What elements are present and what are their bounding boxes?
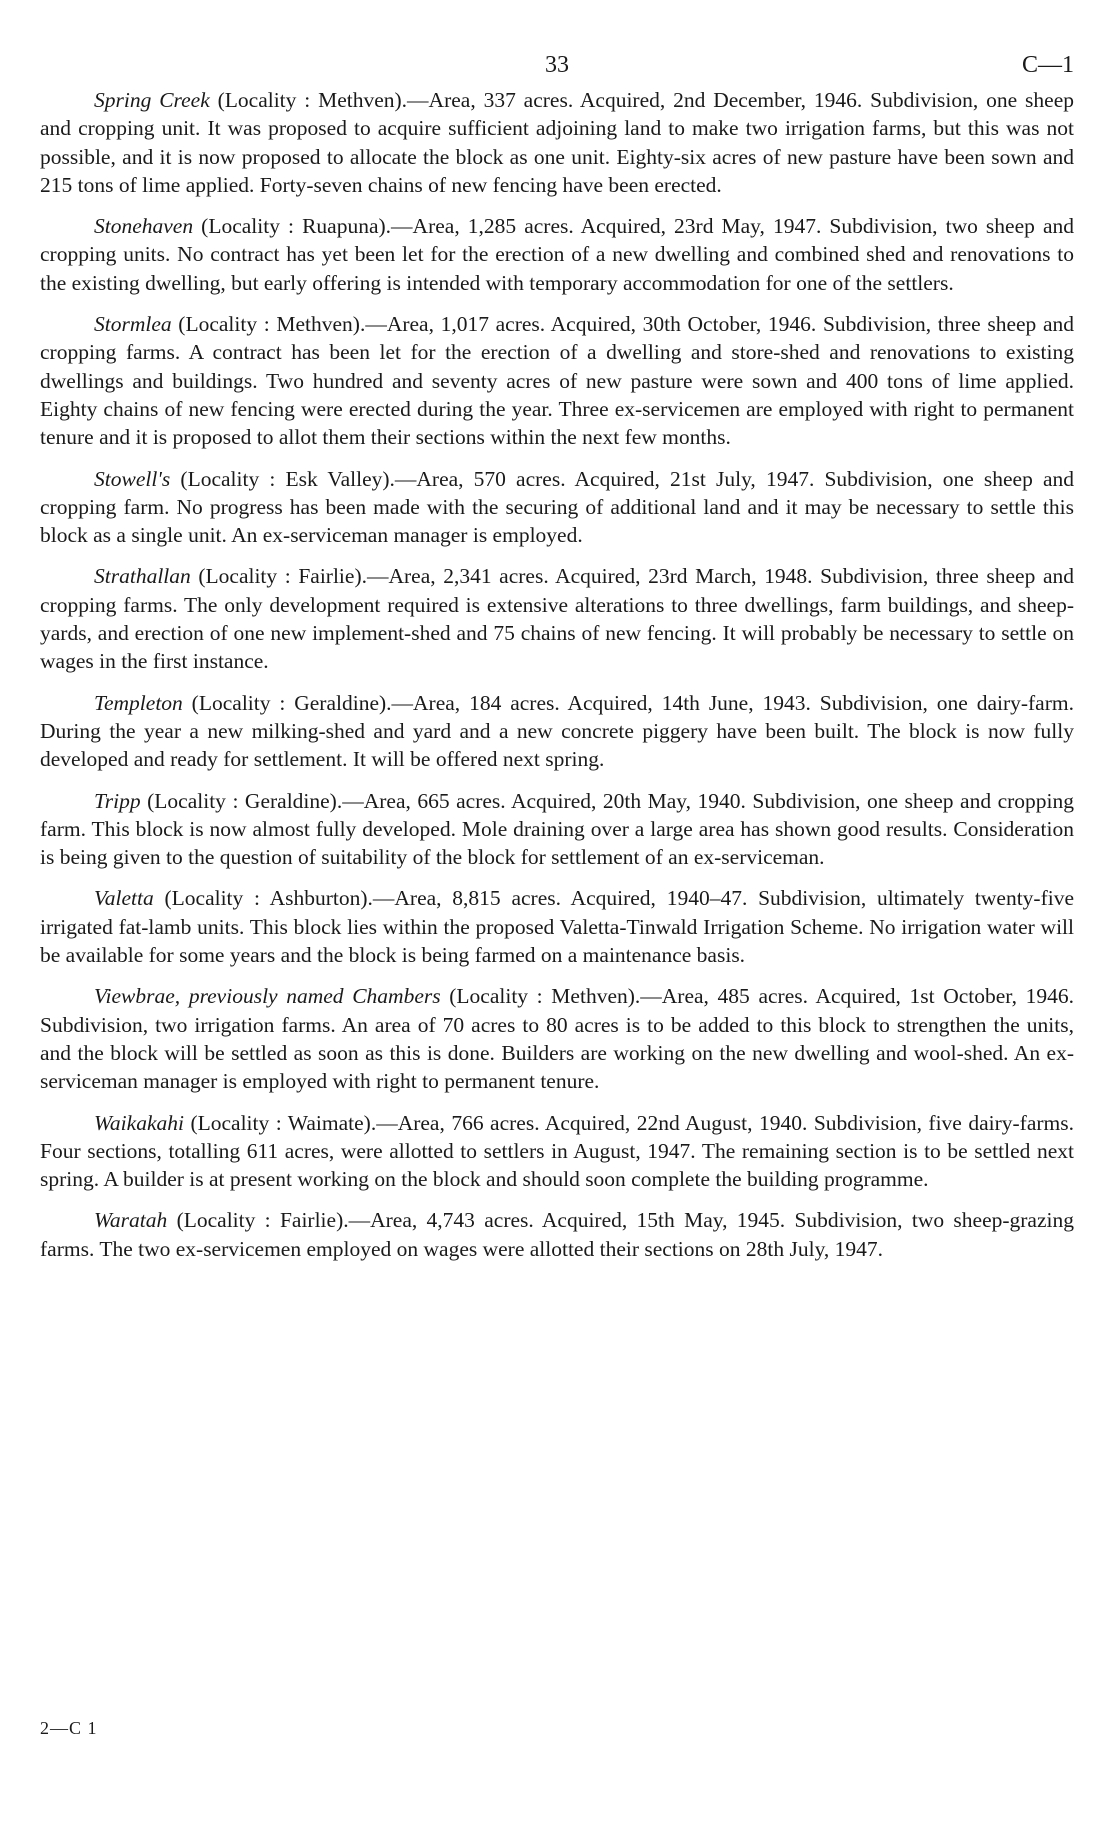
entry-waratah: [40, 1206, 1074, 1263]
block-name: Valetta: [94, 886, 154, 911]
block-name: Stormlea: [94, 312, 172, 337]
document-reference: C—1: [1021, 52, 1074, 78]
entry-text: (Locality : Methven).—Area, 337 acres. Acquired, 2nd December, 1946. Subdivision, one sheep and cropping unit. It was proposed to acquire sufficient adjoining land to make two irrigation farms, but this was not possible, and it is now proposed to allocate the block as one unit. Eighty-six acres of new pasture have been sown and 215 tons of lime applied. Forty-seven chains of new fencing have been erected.: [40, 88, 1074, 197]
entry-stowells: [40, 465, 1074, 550]
printer-signature: 2—C 1: [40, 1718, 98, 1738]
entry-text: (Locality : Ruapuna).—Area, 1,285 acres. Acquired, 23rd May, 1947. Subdivision, two sheep and cropping units. No contract has yet been let for the erection of a new dwelling and combined shed and renovations to the existing dwelling, but early offering is intended with temporary accommodation for one of the settlers.: [40, 214, 1074, 295]
page-number: 33: [545, 52, 569, 78]
entry-text: (Locality : Esk Valley).—Area, 570 acres. Acquired, 21st July, 1947. Subdivision, one sheep and cropping farm. No progress has been made with the securing of additional land and it may be necessary to settle this block as a single unit. An ex-serviceman manager is employed.: [40, 466, 1074, 548]
entry-waikakahi: [40, 1109, 1074, 1194]
entry-templeton: [40, 689, 1074, 774]
page-header: [40, 52, 1074, 82]
block-name: Stonehaven: [94, 214, 194, 239]
entry-tripp: [40, 787, 1074, 872]
entry-stormlea: [40, 310, 1074, 451]
block-name: Spring Creek: [94, 88, 210, 112]
block-name: Templeton: [94, 690, 183, 715]
entry-text: (Locality : Ashburton).—Area, 8,815 acres. Acquired, 1940–47. Subdivision, ultimately twenty-five irrigated fat-lamb units. This block lies within the proposed Valetta-Tinwald Irrigation Scheme. No irrigation water will be available for some years and the block is being farmed on a maintenance basis.: [40, 886, 1074, 968]
entry-text: (Locality : Geraldine).—Area, 184 acres. Acquired, 14th June, 1943. Subdivision, one dairy-farm. During the year a new milking-shed and yard and a new concrete piggery have been built. The block is now fully developed and ready for settlement. It will be offered next spring.: [40, 690, 1074, 772]
entry-text: (Locality : Geraldine).—Area, 665 acres. Acquired, 20th May, 1940. Subdivision, one sheep and cropping farm. This block is now almost fully developed. Mole draining over a large area has shown good results. Consideration is being given to the question of suitability of the block for settlement of an ex-serviceman.: [40, 788, 1074, 870]
block-name: Strathallan: [94, 564, 191, 589]
block-name: Tripp: [94, 788, 141, 813]
entry-text: (Locality : Fairlie).—Area, 2,341 acres. Acquired, 23rd March, 1948. Subdivision, three sheep and cropping farms. The only development required is extensive alterations to three dwellings, farm buildings, and sheep-yards, and erection of one new implement-shed and 75 chains of new fencing. It will probably be necessary to settle on wages in the first instance.: [40, 564, 1074, 674]
entry-text: (Locality : Methven).—Area, 1,017 acres. Acquired, 30th October, 1946. Subdivision, three sheep and cropping farms. A contract has been let for the erection of a dwelling and store-shed and renovations to existing dwellings and buildings. Two hundred and seventy acres of new pasture were sown and 400 tons of lime applied. Eighty chains of new fencing were erected during the year. Three ex-servicemen are employed with right to permanent tenure and it is proposed to allot them their sections within the next few months.: [40, 312, 1074, 450]
block-name: Viewbrae, previously named Chambers: [94, 984, 441, 1009]
entry-text: (Locality : Waimate).—Area, 766 acres. Acquired, 22nd August, 1940. Subdivision, five dairy-farms. Four sections, totalling 611 acres, were allotted to settlers in August, 1947. The remaining section is to be settled next spring. A builder is at present working on the block and should soon complete the building programme.: [40, 1110, 1074, 1192]
entry-text: (Locality : Methven).—Area, 485 acres. Acquired, 1st October, 1946. Subdivision, two irrigation farms. An area of 70 acres to 80 acres is to be added to this block to strengthen the units, and the block will be settled as soon as this is done. Builders are working on the new dwelling and wool-shed. An ex-serviceman manager is employed with right to permanent tenure.: [40, 984, 1074, 1094]
entry-viewbrae: [40, 982, 1074, 1095]
block-name: Waikakahi: [94, 1110, 184, 1135]
block-name: Stowell's: [94, 466, 171, 491]
document-page: [40, 0, 1074, 1821]
entry-text: (Locality : Fairlie).—Area, 4,743 acres. Acquired, 15th May, 1945. Subdivision, two sheep-grazing farms. The two ex-servicemen employed on wages were allotted their sections on 28th July, 1947.: [40, 1208, 1074, 1261]
entry-spring-creek: [40, 86, 1074, 199]
block-name: Waratah: [94, 1208, 168, 1233]
entry-strathallan: [40, 562, 1074, 675]
entry-stonehaven: [40, 212, 1074, 297]
block-entries: [40, 86, 1074, 1276]
entry-valetta: [40, 884, 1074, 969]
